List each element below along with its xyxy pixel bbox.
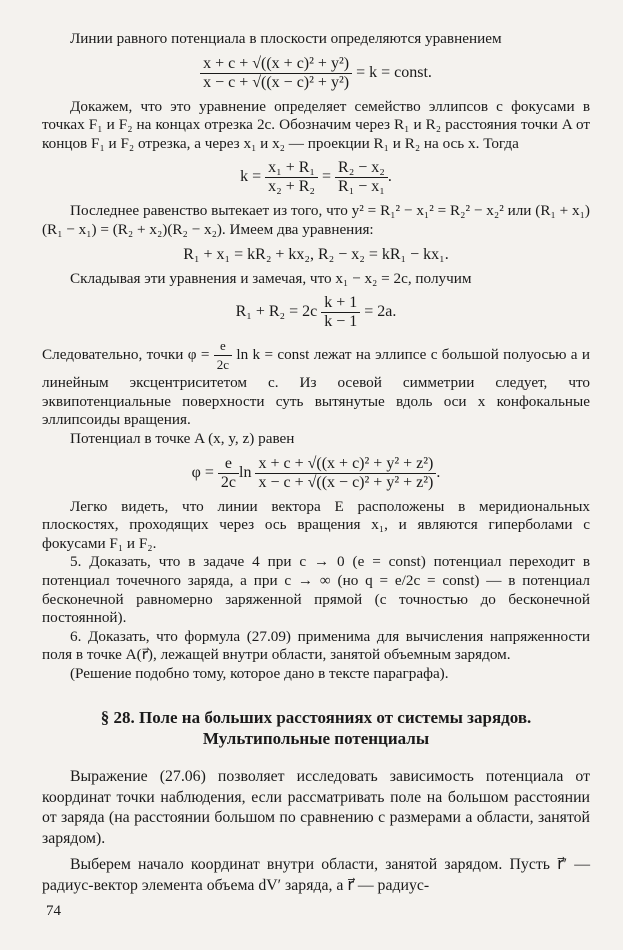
eq1-denominator: x − c + √((x − c)² + y²) bbox=[203, 73, 350, 91]
eq1-numerator: x + c + √((x + c)² + y²) bbox=[200, 55, 352, 74]
equation-5 bbox=[42, 455, 590, 492]
equation-2 bbox=[42, 159, 590, 196]
eq2-n2: R₂ − x₂ bbox=[335, 159, 388, 178]
eq2-lhs: k = bbox=[240, 168, 262, 186]
eq4-rhs: = 2a. bbox=[364, 303, 397, 321]
eq5-coef-den: 2c bbox=[220, 473, 236, 491]
paragraph: Выражение (27.06) позволяет исследовать зависимость потенциала от координат точки наблюдения, если рассматривать поле на большом расстоянии от заряда (на расстоянии большом по сравнению с размерами a области, занятой зарядом). bbox=[42, 768, 590, 847]
p5-frac-num: e bbox=[214, 337, 232, 356]
eq2-end: . bbox=[387, 168, 392, 186]
paragraph-with-formula bbox=[42, 337, 590, 430]
page-body bbox=[42, 30, 590, 896]
page-number: 74 bbox=[46, 903, 61, 919]
eq2-mid: = bbox=[322, 168, 332, 186]
section-heading: § 28. Поле на больших расстояниях от системы зарядов. Мультипольные потенциалы bbox=[100, 708, 532, 749]
eq4-numerator: k + 1 bbox=[321, 294, 360, 313]
eq1-rhs: = k = const. bbox=[356, 63, 432, 81]
eq4-lhs: R₁ + R₂ = 2c bbox=[235, 303, 318, 321]
equation-1 bbox=[42, 55, 590, 92]
paragraph: Выберем начало координат внутри области, занятой зарядом. Пусть r⃗′ — радиус-вектор элемента объема dV′ заряда, а r⃗ — радиус- bbox=[42, 856, 590, 894]
p5-rest: ln k = const лежат на эллипсе с большой полуосью a и линейным эксцентриситетом c. Из осевой симметрии следует, что эквипотенциальные поверхности суть вытянутые вдоль оси x конфокальные эллипсоиды вращения. bbox=[42, 346, 591, 429]
equation-3: R₁ + x₁ = kR₂ + kx₂, R₂ − x₂ = kR₁ − kx₁. bbox=[183, 245, 449, 263]
eq5-denominator: x − c + √((x − c)² + y² + z²) bbox=[258, 473, 434, 491]
problem-6: 6. Доказать, что формула (27.09) применима для вычисления напряженности поля в точке A(r⃗), лежащей внутри области, занятой объемным зарядом. bbox=[42, 627, 590, 664]
eq2-d1: x₂ + R₂ bbox=[268, 178, 315, 196]
paragraph: Линии равного потенциала в плоскости определяются уравнением bbox=[70, 30, 502, 47]
paragraph: (Решение подобно тому, которое дано в тексте параграфа). bbox=[70, 664, 449, 682]
paragraph: Потенциал в точке A (x, y, z) равен bbox=[70, 429, 295, 447]
eq2-n1: x₁ + R₁ bbox=[265, 159, 318, 178]
paragraph: Последнее равенство вытекает из того, что y² = R₁² − x₁² = R₂² − x₂² или (R₁ + x₁)(R₁ − x₁) = (R₂ + x₂)(R₂ − x₂). Имеем два уравнения: bbox=[42, 202, 590, 238]
eq5-ln: ln bbox=[239, 463, 252, 481]
eq2-d2: R₁ − x₁ bbox=[338, 178, 385, 196]
eq5-end: . bbox=[436, 463, 441, 481]
equation-4 bbox=[42, 294, 590, 331]
p5-start: Следовательно, точки φ = bbox=[42, 346, 210, 364]
eq5-numerator: x + c + √((x + c)² + y² + z²) bbox=[255, 455, 436, 474]
eq4-denominator: k − 1 bbox=[324, 313, 358, 331]
paragraph: Докажем, что это уравнение определяет семейство эллипсов с фокусами в точках F₁ и F₂ на концах отрезка 2c. Обозначим через R₁ и R₂ расстояния точки A от концов F₁ и F₂ отрезка, а через x₁ и x₂ — проекции R₁ и R₂ на ось x. Тогда bbox=[42, 97, 590, 152]
problem-5: 5. Доказать, что в задаче 4 при c → 0 (e = const) потенциал переходит в потенциал точечного заряда, а при c → ∞ (но q = e/2c = const) — в потенциал бесконечной равномерно заряженной прямой (с точностью до бесконечной постоянной). bbox=[42, 553, 590, 627]
paragraph: Легко видеть, что линии вектора E расположены в меридиональных плоскостях, проходящих через ось вращения x₁, и являются гиперболами с фокусами F₁ и F₂. bbox=[42, 497, 590, 552]
p5-frac-den: 2c bbox=[216, 357, 230, 373]
eq5-coef-num: e bbox=[218, 455, 239, 474]
paragraph: Складывая эти уравнения и замечая, что x₁ − x₂ = 2c, получим bbox=[70, 269, 472, 287]
eq5-lhs: φ = bbox=[191, 463, 214, 481]
